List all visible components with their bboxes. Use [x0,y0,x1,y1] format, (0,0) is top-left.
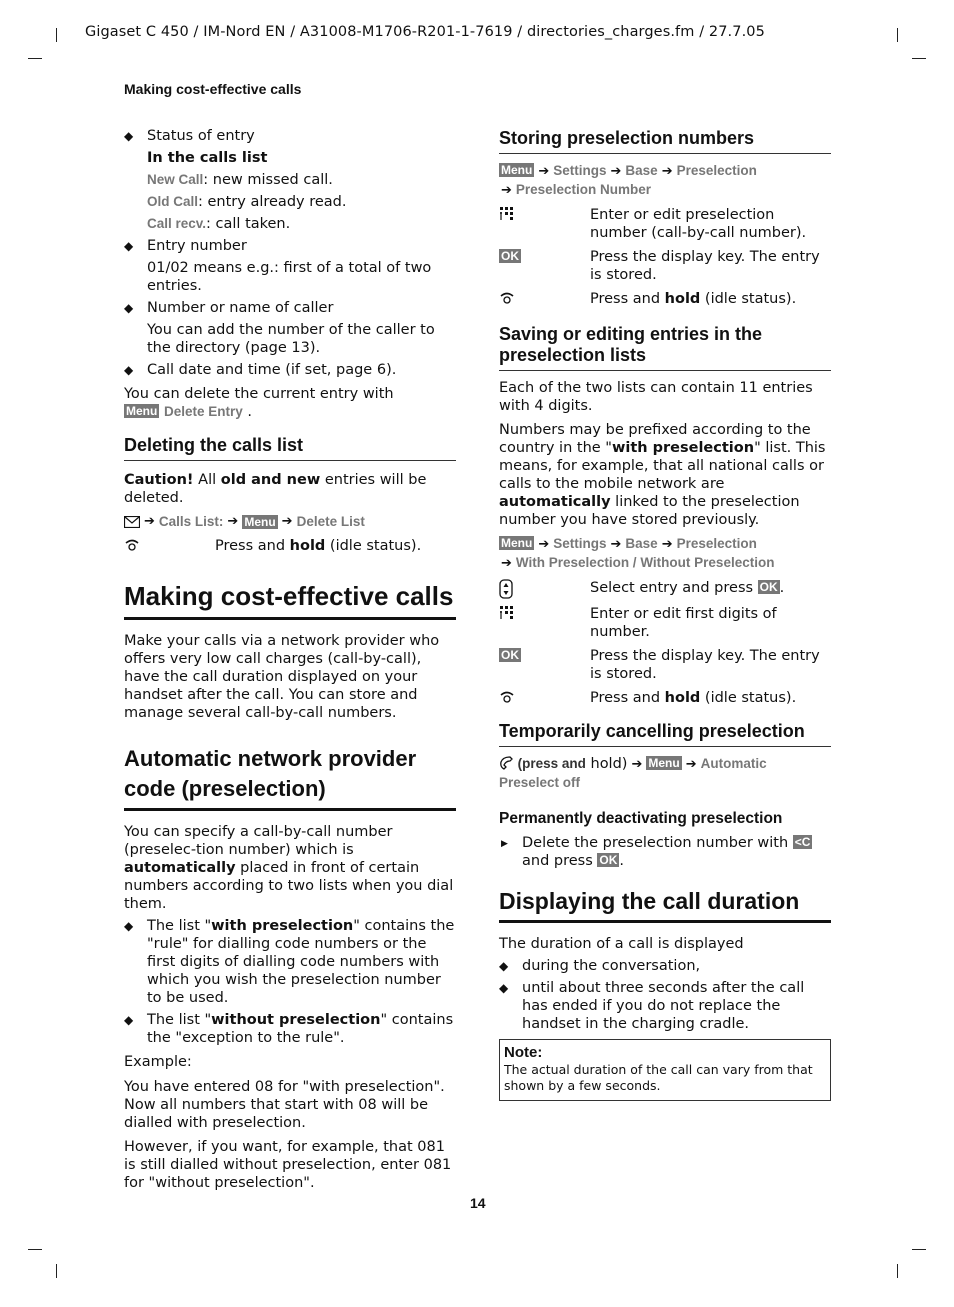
ok-key[interactable]: OK [501,648,519,662]
settings-key: Settings [553,536,607,551]
list-without-a: The list " [147,1012,212,1028]
bullet-until: ◆ until about three seconds after the call has ended if you do not replace the handset in the charging cradle. [499,979,831,1033]
arrow-icon: ➔ [631,757,643,772]
deleting-heading-wrap [124,435,456,461]
keypad-icon[interactable] [499,605,590,641]
perm-step [499,834,831,870]
left-column [124,127,456,1192]
ok-row [499,248,831,284]
duration-heading: Displaying the call duration [499,886,831,923]
press-and: Press and [590,690,665,706]
old-call-text: : entry already read. [198,194,347,210]
crop-mark [897,1264,898,1278]
press-and-hold-rest: hold) [585,756,628,772]
enter-edit-text: Enter or edit preselection number (call-by-call number). [590,207,807,241]
hold-word: hold [289,538,326,554]
example-p1: You have entered 08 for "with preselection". Now all numbers that start with 08 will be dialled with preselection. [124,1079,445,1131]
numbers-c: " list. This means, for example, that all national calls or calls to the mobile network are [499,440,826,492]
press-and: Press and [590,291,665,307]
storing-heading: Storing preselection numbers [499,128,755,148]
caution-all: All [193,472,221,488]
end-call-text [590,290,796,308]
end-call-text [590,689,796,707]
arrow-icon: ➔ [538,164,550,179]
with-without-key: With Preselection / Without Preselection [515,555,775,570]
arrow-icon: ➔ [281,514,293,529]
in-calls-list: In the calls list [147,150,268,166]
list-without-b: without preselection [211,1012,381,1028]
enter-edit-row [499,206,831,242]
auto-p1c: placed in front of certain numbers according to two lists when you dial them. [124,860,454,912]
press-display-text: Press the display key. The entry is stored. [590,648,820,682]
preselection-key: Preselection [676,163,757,178]
main-heading: Making cost-effective calls [124,581,456,620]
idle-text: (idle status). [325,538,422,554]
bullet-call-date: ◆ Call date and time (if set, page 6). [124,361,456,379]
control-key-icon[interactable] [499,579,590,599]
preselect-off-key: Preselect off [499,775,581,790]
running-header: Gigaset C 450 / IM-Nord EN / A31008-M1706-R201-1-7619 / directories_charges.fm / 27.7.05 [85,24,765,40]
hold-word: hold [664,291,701,307]
press-and: Press and [215,538,290,554]
arrow-icon: ➔ [661,537,673,552]
calls-list-key: Calls List: [158,514,224,529]
page-number: 14 [470,1195,486,1211]
hold-word: hold [664,690,701,706]
perm-b: and press [522,853,598,869]
select-entry: Select entry and press [590,580,758,596]
call-recv-line [124,215,456,233]
intro-paragraph: Make your calls via a network provider who offers very low call charges (call-by-call), have the call duration displayed on your handset after the call. You can store and manage several call-by-call numbers. [124,633,440,721]
end-call-text [215,537,421,555]
example-p2: However, if you want, for example, that 081 is still dialled without preselection, enter 081 for "without preselection". [124,1139,452,1191]
list-with-a: The list " [147,918,212,934]
bullet-list-with [124,917,456,1007]
auto-p1b: automatically [124,860,236,876]
crop-mark [56,1264,57,1278]
saving-heading: Saving or editing entries in the preselection lists [499,324,763,365]
preselection-key: Preselection [676,536,757,551]
arrow-icon: ➔ [227,514,239,529]
select-entry-row [499,579,831,599]
list-without-c: " contains the "exception to the rule". [147,1012,454,1046]
call-recv-text: : call taken. [206,216,291,232]
old-call-line [124,193,456,211]
menu-key[interactable]: Menu [501,536,533,550]
note-body: The actual duration of the call can vary from that shown by a few seconds. [504,1062,813,1093]
end-call-key-icon[interactable] [499,290,590,308]
end-call-key-icon[interactable] [499,689,590,707]
idle-text: (idle status). [700,291,797,307]
keypad-icon[interactable] [499,206,590,242]
temp-heading: Temporarily cancelling preselection [499,721,805,741]
temp-path [499,755,831,792]
base-key: Base [625,536,658,551]
menu-key[interactable]: Menu [501,163,533,177]
number-name-desc: You can add the number of the caller to the directory (page 13). [147,322,435,356]
auto-heading: Automatic network provider code (preselection) [124,744,456,811]
press-display-text: Press the display key. The entry is stored. [590,249,820,283]
press-and-hold-key: (press and [517,756,586,771]
arrow-icon: ➔ [144,514,155,529]
caution-rest: entries will be deleted. [124,472,427,506]
numbers-paragraph [499,421,831,529]
auto-paragraph [124,823,456,913]
perm-heading: Permanently deactivating preselection [499,810,783,827]
preselection-number-key: Preselection Number [515,182,651,197]
numbers-a: Numbers may be prefixed according to the country in the " [499,422,811,456]
talk-key-icon[interactable] [499,756,513,770]
list-with-b: with preselection [211,918,354,934]
select-period: . [779,580,785,596]
menu-key[interactable]: Menu [244,515,276,529]
delete-intro: You can delete the current entry with [124,386,394,402]
bullet-entry-number: ◆ Entry number [124,237,456,255]
delete-entry-key: Delete Entry [163,404,243,419]
delete-entry-line [124,403,456,421]
crop-mark [912,58,926,59]
select-entry-text [590,579,784,599]
ok-key[interactable]: OK [501,249,519,263]
menu-key[interactable]: Menu [648,756,680,770]
section-title: Making cost-effective calls [124,81,302,97]
arrow-icon: ➔ [501,183,512,198]
numbers-d: automatically [499,494,611,510]
entry-number-desc: 01/02 means e.g.: first of a total of two entries. [147,260,432,294]
crop-mark [28,1249,42,1250]
perm-end: . [619,853,624,869]
clear-key[interactable]: <C [794,835,811,849]
caution-text [124,471,456,507]
numbers-b: with preselection [611,440,755,456]
each-list-text: Each of the two lists can contain 11 entries with 4 digits. [499,380,813,414]
arrow-icon: ➔ [610,537,622,552]
end-call-row [124,537,456,555]
bullet-list-without [124,1011,456,1047]
menu-key[interactable]: Menu [126,404,158,418]
old-and-new: old and new [220,472,321,488]
new-call-key: New Call [147,172,204,187]
saving-path [499,535,831,573]
numbers-e: linked to the preselection number you have stored previously. [499,494,800,528]
end-call-row [499,290,831,308]
settings-key: Settings [553,163,607,178]
bullet-number-name: ◆ Number or name of caller [124,299,456,317]
auto-p1a: You can specify a call-by-call number (preselec-tion number) which is [124,824,393,858]
arrow-icon: ➔ [538,537,550,552]
arrow-icon: ➔ [501,556,512,571]
old-call-key: Old Call [147,194,199,209]
enter-first-text: Enter or edit first digits of number. [590,606,777,640]
right-column [499,128,831,1101]
delete-list-key: Delete List [296,514,365,529]
crop-mark [897,28,898,42]
ok-key[interactable]: OK [599,853,618,867]
bullet-during: ◆ during the conversation, [499,957,831,975]
new-call-line [124,171,456,189]
example-label: Example: [124,1054,192,1070]
crop-mark [28,58,42,59]
enter-first-row [499,605,831,641]
caution-label: Caution! [124,472,194,488]
bullet-status: ◆ Status of entry [124,127,456,145]
idle-text: (idle status). [700,690,797,706]
call-recv-key: Call recv. [147,216,207,231]
new-call-text: : new missed call. [203,172,333,188]
delete-list-path [124,513,456,531]
note-box [499,1039,831,1101]
ok-row [499,647,831,683]
end-call-key-icon[interactable] [124,537,215,555]
note-title: Note: [504,1044,543,1061]
duration-intro: The duration of a call is displayed [499,936,744,952]
end-call-row [499,689,831,707]
arrow-icon: ➔ [685,757,697,772]
automatic-key: Automatic [700,756,767,771]
ok-key[interactable]: OK [759,580,778,594]
crop-mark [56,28,57,42]
deleting-heading: Deleting the calls list [124,435,304,455]
arrow-icon: ➔ [661,164,673,179]
storing-path [499,162,831,200]
base-key: Base [625,163,658,178]
arrow-icon: ➔ [610,164,622,179]
delete-period: . [242,404,252,420]
envelope-icon[interactable] [124,516,140,528]
list-with-c: " contains the "rule" for dialling code numbers or the first digits of dialling code numbers with which you wish the preselection number to be used. [147,918,455,1006]
perm-a: Delete the preselection number with [522,835,793,851]
crop-mark [912,1249,926,1250]
